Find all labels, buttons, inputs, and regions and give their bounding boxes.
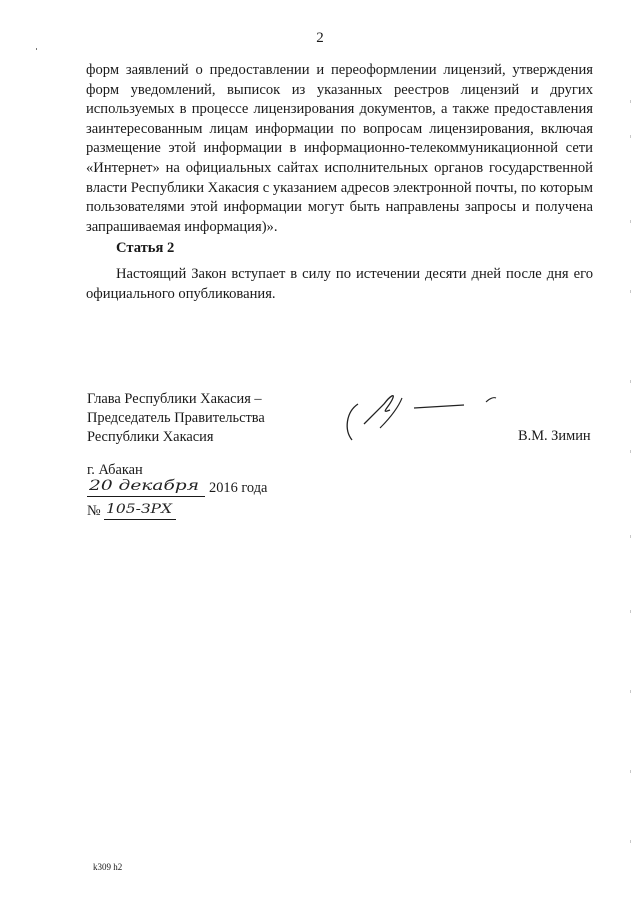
continuation-text: форм заявлений о предоставлении и переоформлении лицензий, утверждения форм уведомлений, выписок из указанных реестров лицензий и других используемых в процессе лицензирования документов, а также предоставления заинтересованным лицам информации по вопросам лицензирования, включая размещение этой информации в информационно-телекоммуникационной сети «Интернет» на официальных сайтах исполнительных органов государственной власти Республики Хакасия с указанием адресов электронной почты, по которым пользователями этой информации могут быть направлены запросы и получена запрашиваемая информация)». — [86, 62, 593, 235]
signatory-title-line: Глава Республики Хакасия – — [87, 391, 262, 407]
footer-code: k309 h2 — [93, 862, 123, 872]
article-text: Настоящий Закон вступает в силу по истечении десяти дней после дня его официального опубликования. — [86, 266, 593, 302]
law-number — [87, 503, 176, 520]
scan-edge-marks — [630, 80, 632, 860]
number-sign: № — [87, 503, 101, 519]
scan-mark — [36, 48, 37, 50]
signatory-name: В.М. Зимин — [518, 428, 591, 444]
signatory-title-line: Председатель Правительства — [87, 410, 265, 426]
article-heading: Статья 2 — [116, 240, 175, 256]
page-number: 2 — [316, 30, 324, 46]
place-of-signing: г. Абакан — [87, 462, 143, 478]
signing-date — [87, 480, 267, 497]
svg-text:20 декабря: 20 декабря — [87, 478, 199, 494]
continuation-paragraph — [86, 61, 593, 237]
handwritten-date — [87, 480, 205, 497]
article-paragraph — [86, 265, 593, 304]
svg-text:105-ЗРХ: 105-ЗРХ — [106, 502, 174, 517]
signatory-title-line: Республики Хакасия — [87, 429, 214, 445]
handwritten-number — [104, 503, 176, 520]
signatory-title — [87, 390, 265, 447]
handwritten-signature — [340, 378, 500, 453]
date-year: 2016 года — [209, 480, 268, 496]
